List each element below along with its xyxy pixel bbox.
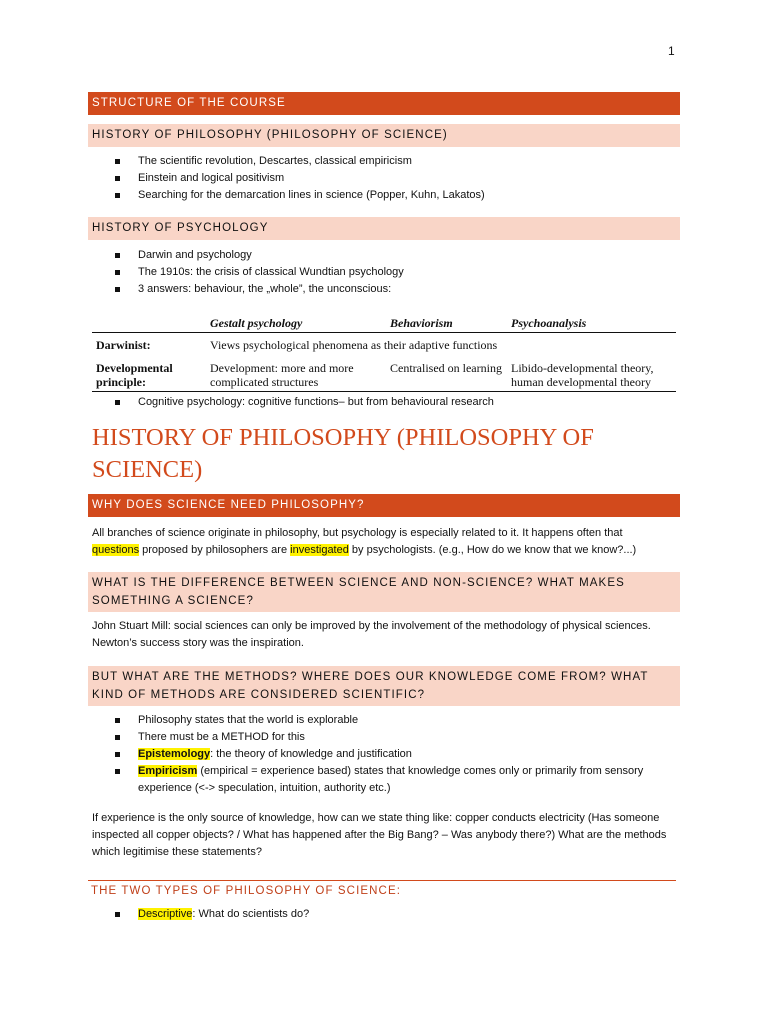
after-table-list — [112, 394, 494, 411]
highlight-epistemology: Epistemology — [138, 748, 211, 760]
list-item: Darwin and psychology — [112, 247, 404, 264]
table-header-psychoanalysis: Psychoanalysis — [507, 315, 676, 333]
list-item: Philosophy states that the world is explorable — [112, 712, 652, 729]
philosophy-topics-list — [112, 153, 485, 204]
psychology-schools-table — [92, 315, 676, 392]
experience-paragraph: If experience is the only source of knowledge, how can we state thing like: copper conducts electricity (Has someone inspected all copper objects? / What has happened after the Big Bang? – Was anybody there?) What are the methods which legitimise these statements? — [92, 812, 667, 858]
list-item — [112, 746, 652, 763]
list-item: There must be a METHOD for this — [112, 729, 652, 746]
epistemology-definition: : the theory of knowledge and justification — [210, 748, 412, 760]
highlight-questions: questions — [92, 544, 140, 556]
list-item: Searching for the demarcation lines in science (Popper, Kuhn, Lakatos) — [112, 187, 485, 204]
science-difference-heading: WHAT IS THE DIFFERENCE BETWEEN SCIENCE AND NON-SCIENCE? WHAT MAKES SOMETHING A SCIENCE? — [88, 572, 680, 612]
methods-list — [112, 712, 652, 797]
cell-developmental-gestalt: Development: more and more complicated structures — [206, 356, 386, 392]
why-line-1: All branches of science originate in philosophy, but psychology is especially related to it. It happens often that — [92, 527, 623, 539]
table-header-gestalt: Gestalt psychology — [206, 315, 386, 333]
page-number: 1 — [668, 44, 675, 58]
why-text-a: proposed by philosophers are — [139, 544, 291, 556]
table-header-blank — [92, 315, 206, 333]
empiricism-definition: (empirical = experience based) states that knowledge comes only or primarily from sensory experience (<-> speculation, intuition, authority etc.) — [138, 765, 644, 794]
methods-heading: BUT WHAT ARE THE METHODS? WHERE DOES OUR KNOWLEDGE COME FROM? WHAT KIND OF METHODS ARE CONSIDERED SCIENTIFIC? — [88, 666, 680, 706]
table-row — [92, 333, 676, 357]
why-science-paragraph — [92, 525, 678, 559]
psychology-section-heading: HISTORY OF PSYCHOLOGY — [88, 217, 680, 240]
cell-darwinist-text: Views psychological phenomena as their adaptive functions — [210, 338, 498, 352]
why-line-2 — [92, 542, 678, 559]
highlight-descriptive: Descriptive — [138, 908, 193, 920]
why-science-heading: WHY DOES SCIENCE NEED PHILOSOPHY? — [88, 494, 680, 517]
highlight-empiricism: Empiricism — [138, 765, 198, 777]
cell-developmental-psychoanalysis: Libido-developmental theory, human developmental theory — [507, 356, 676, 392]
table-row — [92, 356, 676, 392]
main-title: HISTORY OF PHILOSOPHY (PHILOSOPHY OF SCIENCE) — [92, 424, 594, 483]
philosophy-section-heading: HISTORY OF PHILOSOPHY (PHILOSOPHY OF SCIENCE) — [88, 124, 680, 147]
descriptive-definition: : What do scientists do? — [192, 908, 310, 920]
row-label-developmental: Developmental principle: — [92, 356, 206, 392]
row-label-darwinist: Darwinist: — [96, 338, 151, 352]
list-item: Einstein and logical positivism — [112, 170, 485, 187]
list-item: 3 answers: behaviour, the „whole”, the unconscious: — [112, 281, 404, 298]
two-types-heading: THE TWO TYPES OF PHILOSOPHY OF SCIENCE: — [88, 880, 676, 897]
course-structure-header: STRUCTURE OF THE COURSE — [88, 92, 680, 115]
highlight-investigated: investigated — [290, 544, 349, 556]
list-item — [112, 763, 652, 797]
psychology-topics-list — [112, 247, 404, 298]
list-item: The scientific revolution, Descartes, classical empiricism — [112, 153, 485, 170]
table-header-row — [92, 315, 676, 333]
list-item: Cognitive psychology: cognitive functions– but from behavioural research — [112, 394, 494, 411]
list-item: The 1910s: the crisis of classical Wundtian psychology — [112, 264, 404, 281]
list-item — [112, 906, 309, 923]
table-header-behaviorism: Behaviorism — [386, 315, 507, 333]
mill-paragraph: John Stuart Mill: social sciences can only be improved by the involvement of the methodology of physical sciences. Newton’s success story was the inspiration. — [92, 620, 651, 649]
two-types-list — [112, 906, 309, 923]
cell-developmental-behaviorism: Centralised on learning — [386, 356, 507, 392]
why-text-b: by psychologists. (e.g., How do we know that we know?...) — [348, 544, 637, 556]
